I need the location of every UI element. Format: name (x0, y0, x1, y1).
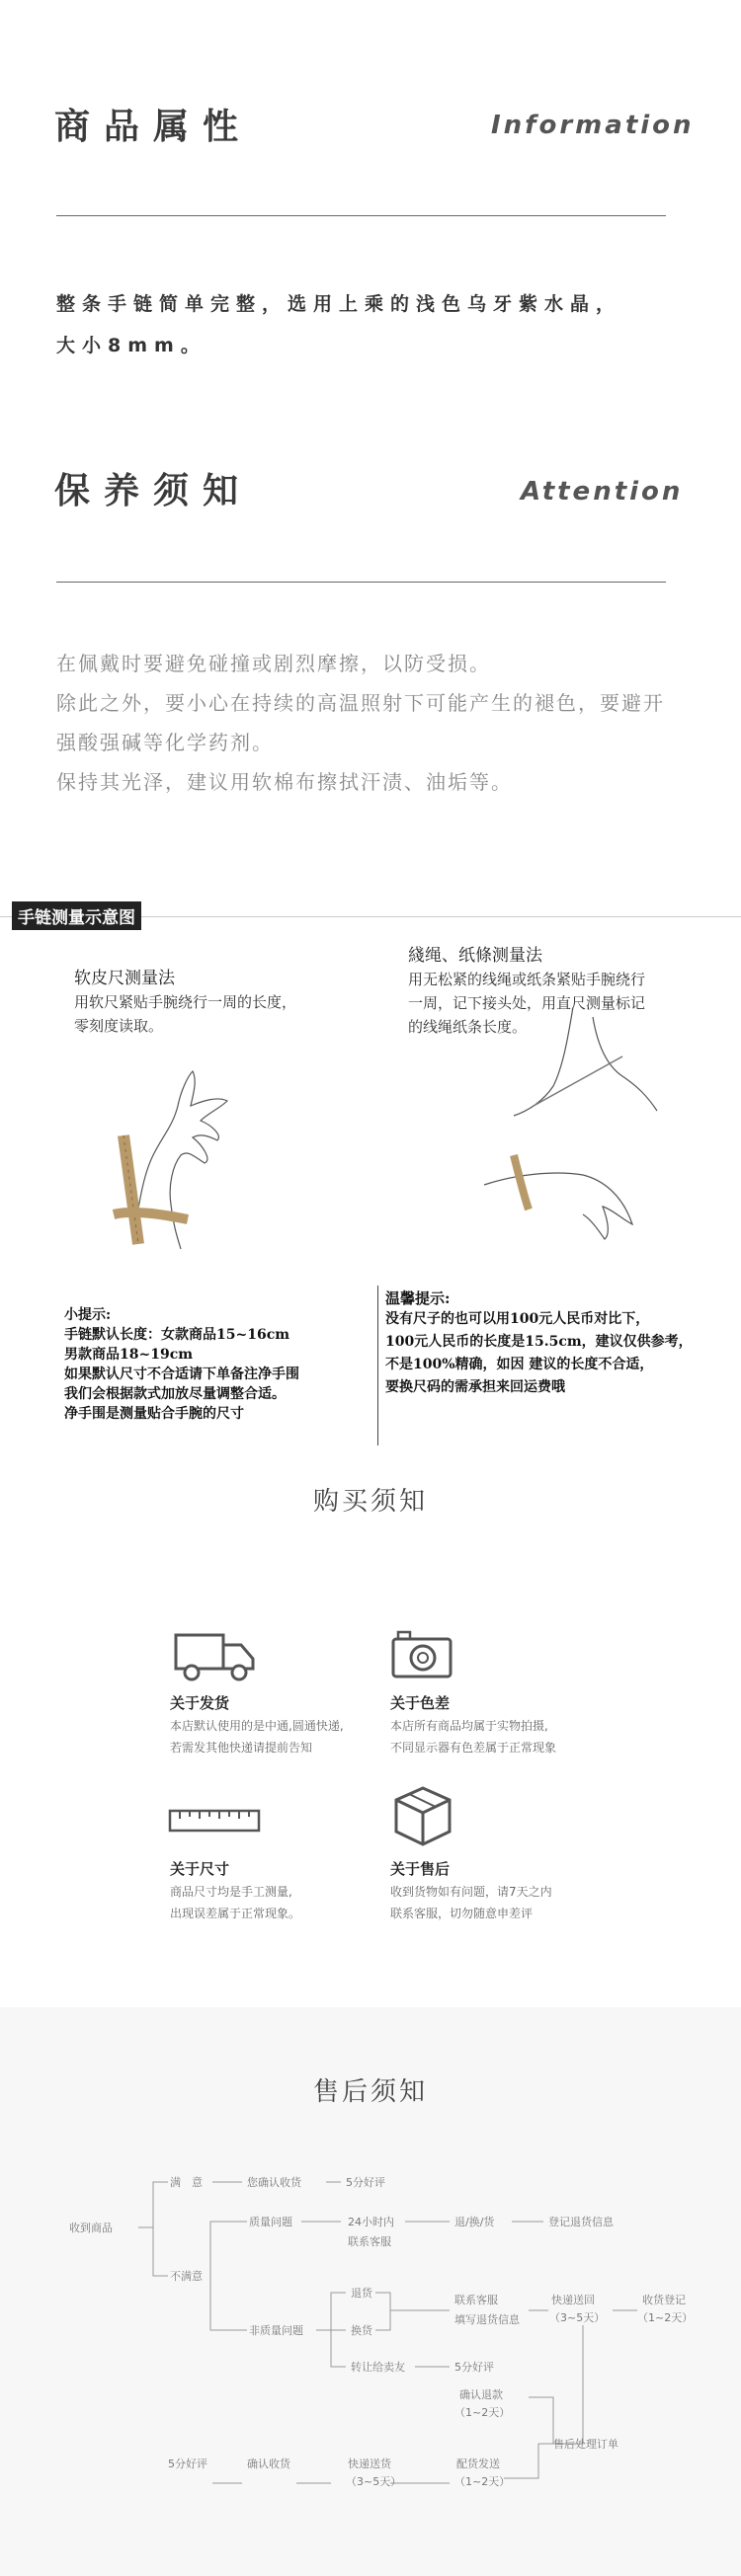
ruler-icon (168, 1807, 263, 1834)
tip-left-line: 手链默认长度：女款商品15~16cm (64, 1327, 290, 1343)
flow-confirm-refund: 确认退款 (459, 2388, 503, 2401)
box-icon (392, 1785, 453, 1848)
flow-five-star: 5分好评 (346, 2176, 385, 2189)
flow-days-3-5-b: （3~5天） (346, 2475, 402, 2488)
buy-item-title: 关于售后 (390, 1860, 451, 1878)
flow-received: 收到商品 (69, 2222, 113, 2234)
buy-item-title: 关于色差 (390, 1694, 451, 1712)
measure-right-line: 一周，记下接头处，用直尺测量标记 (408, 994, 646, 1012)
tip-right-line: 100元人民币的长度是15.5cm，建议仅供参考， (385, 1334, 693, 1350)
flow-days-1-2-b: （1~2天） (454, 2406, 511, 2419)
flow-unsatisfied: 不满意 (170, 2270, 203, 2283)
buy-item-desc (390, 1881, 552, 1924)
flow-satisfied: 满 意 (170, 2176, 203, 2189)
flow-confirm-receipt-2: 确认收货 (247, 2458, 290, 2470)
tips-divider (377, 1286, 378, 1445)
measure-tip-left (64, 1305, 299, 1424)
tip-left-line: 男款商品18~19cm (64, 1347, 194, 1363)
tip-left-line: 如果默认尺寸不合适请下单备注净手围 (64, 1366, 299, 1382)
hand-string-measure-illustration (474, 997, 672, 1244)
buy-item-desc (390, 1715, 556, 1758)
flow-return-exchange: 退/换/货 (454, 2216, 495, 2228)
buy-item-desc (170, 1715, 344, 1758)
flow-days-1-2-c: （1~2天） (454, 2475, 511, 2488)
care-line: 除此之外，要小心在持续的高温照射下可能产生的褪色，要避开 (56, 691, 665, 715)
after-title: 售后须知 (312, 2077, 428, 2107)
buy-item-desc (170, 1881, 300, 1924)
properties-title: 商品属性 (54, 107, 253, 147)
care-line: 在佩戴时要避免碰撞或剧烈摩擦，以防受损。 (56, 652, 491, 675)
truck-icon (170, 1631, 259, 1682)
measure-right-line: 用无松紧的线绳或纸条紧贴手腕绕行 (408, 971, 646, 988)
tip-right-line: 要换尺码的需承担来回运费哦 (385, 1379, 565, 1395)
care-title-en: Attention (521, 477, 684, 507)
properties-divider (56, 215, 666, 216)
buy-item-line: 不同显示器有色差属于正常现象 (390, 1741, 557, 1755)
measure-right-line: 的线绳纸条长度。 (408, 1018, 528, 1036)
buy-item-line: 出现误差属于正常现象。 (170, 1907, 301, 1920)
flow-days-1-2-a: （1~2天） (637, 2311, 694, 2324)
measure-left-line: 零刻度读取。 (74, 1017, 164, 1035)
measure-banner: 手链测量示意图 (12, 901, 141, 930)
buy-item-line: 联系客服，切勿随意申差评 (390, 1907, 534, 1920)
buy-item-line: 收到货物如有问题，请7天之内 (390, 1885, 552, 1899)
flow-express-return: 快递送回 (551, 2294, 595, 2306)
properties-line1: 整条手链简单完整，选用上乘的浅色乌牙紫水晶， (56, 293, 622, 315)
hand-tape-measure-illustration (94, 1047, 272, 1254)
flow-register-return: 登记退货信息 (548, 2216, 614, 2228)
flow-refund: 退货 (351, 2287, 372, 2300)
properties-title-en: Information (491, 111, 695, 140)
flow-days-3-5-a: （3~5天） (549, 2311, 606, 2324)
flow-quality-issue: 质量问题 (249, 2216, 292, 2228)
flow-five-star-2: 5分好评 (454, 2361, 494, 2374)
care-text (56, 644, 665, 802)
measure-left-title: 软皮尺测量法 (74, 969, 175, 988)
flow-receive-register: 收货登记 (642, 2294, 686, 2306)
measure-right-title: 綫绳、纸條测量法 (408, 946, 542, 966)
flow-tip-seller: 转让给卖友 (351, 2361, 405, 2374)
properties-line2: 大小8mm。 (56, 335, 206, 356)
flow-fill-return: 填写退货信息 (454, 2313, 520, 2326)
flow-after-order: 售后处理订单 (553, 2438, 618, 2451)
care-title: 保养须知 (54, 471, 253, 511)
tip-right-line: 不是100%精确，如因 建议的长度不合适， (385, 1357, 654, 1372)
buy-item-line: 商品尺寸均是手工测量, (170, 1885, 292, 1899)
flow-ship-exchange: 配货发送 (456, 2458, 500, 2470)
buy-item-line: 若需发其他快递请提前告知 (170, 1741, 313, 1755)
camera-icon (390, 1627, 455, 1680)
measure-left-line: 用软尺紧贴手腕绕行一周的长度， (74, 993, 297, 1011)
tip-left-line: 净手围是测量贴合手腕的尺寸 (64, 1406, 244, 1422)
measure-left-desc (74, 990, 296, 1038)
care-line: 保持其光泽，建议用软棉布擦拭汗渍、油垢等。 (56, 770, 513, 794)
care-line: 强酸强碱等化学药剂。 (56, 731, 274, 754)
flow-express-send: 快递送货 (348, 2458, 391, 2470)
tip-left-line: 我们会根据款式加放尽量调整合适。 (64, 1386, 286, 1402)
flow-contact-cs: 联系客服 (348, 2235, 391, 2248)
buy-item-title: 关于发货 (170, 1694, 230, 1712)
flow-contact-cs-2: 联系客服 (454, 2294, 498, 2306)
buy-title: 购买须知 (312, 1487, 428, 1517)
buy-item-line: 本店所有商品均属于实物拍摄, (390, 1719, 548, 1733)
flow-confirm-receipt: 您确认收货 (247, 2176, 301, 2189)
tip-right-line: 没有尺子的也可以用100元人民币对比下， (385, 1311, 650, 1327)
flow-within-24h: 24小时内 (348, 2216, 394, 2228)
buy-item-title: 关于尺寸 (170, 1860, 230, 1878)
flow-exchange: 换货 (351, 2324, 372, 2337)
tip-right-title: 温馨提示: (385, 1289, 451, 1307)
buy-item-line: 本店默认使用的是中通,圆通快递, (170, 1719, 344, 1733)
care-divider (56, 582, 666, 583)
measure-tip-right (385, 1288, 693, 1399)
flow-non-quality: 非质量问题 (249, 2324, 303, 2337)
flow-five-star-3: 5分好评 (168, 2458, 207, 2470)
tip-left-title: 小提示: (64, 1307, 112, 1323)
